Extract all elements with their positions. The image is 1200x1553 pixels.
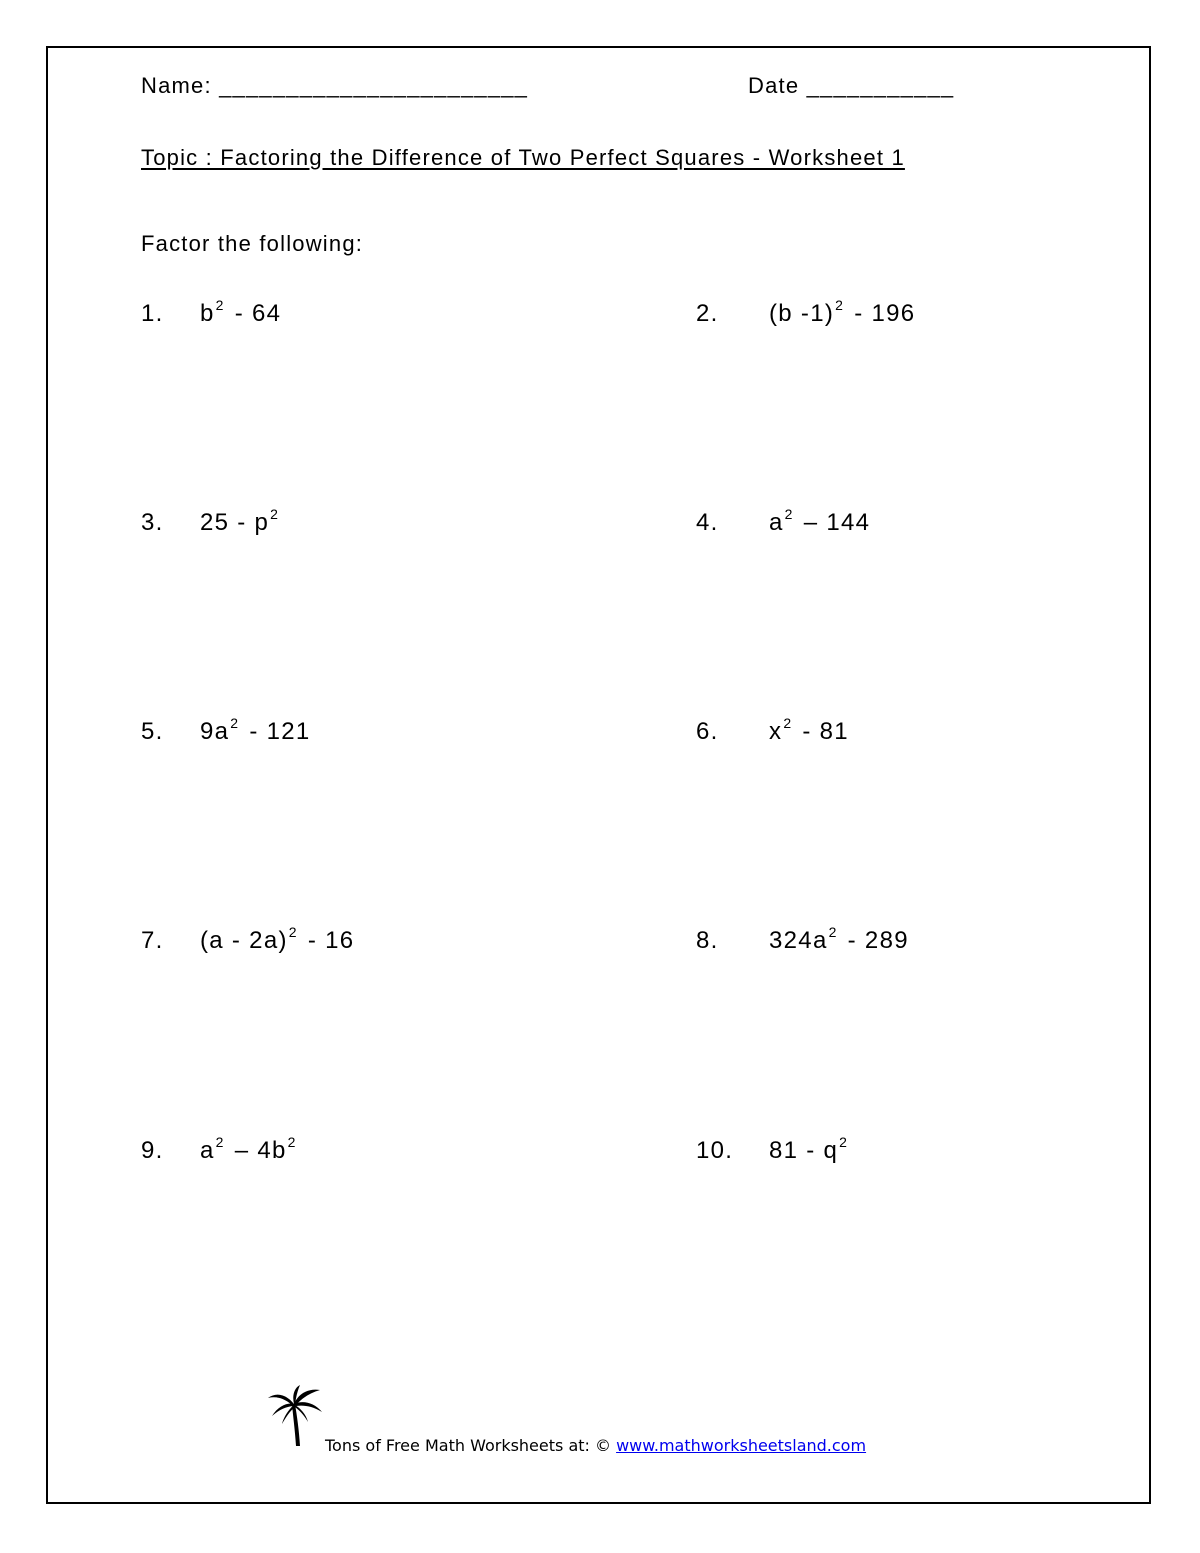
- expression-term: - 196: [846, 300, 916, 327]
- problem-number: 5.: [141, 718, 164, 745]
- worksheet-topic: Topic : Factoring the Difference of Two Perfect Squares - Worksheet 1: [141, 145, 905, 170]
- expression-term: (a - 2a): [200, 927, 288, 954]
- exponent: 2: [215, 297, 225, 313]
- problem-expression: [769, 297, 916, 327]
- expression-term: - 289: [839, 927, 909, 954]
- expression-term: – 4b: [226, 1137, 287, 1164]
- expression-term: - 64: [226, 300, 282, 327]
- expression-term: a: [769, 509, 784, 536]
- expression-term: 81 - q: [769, 1137, 839, 1164]
- problem-expression: [200, 297, 282, 327]
- page-border: [46, 46, 1151, 1504]
- problem-number: 4.: [696, 509, 719, 536]
- problem-number: 3.: [141, 509, 164, 536]
- problem-expression: [200, 715, 311, 745]
- footer-caption: Tons of Free Math Worksheets at: ©: [325, 1436, 617, 1455]
- expression-term: b: [200, 300, 215, 327]
- exponent: 2: [828, 924, 838, 940]
- problem-number: 8.: [696, 927, 719, 954]
- exponent: 2: [784, 506, 794, 522]
- problem-expression: [200, 1134, 299, 1164]
- exponent: 2: [270, 506, 280, 522]
- expression-term: 25 - p: [200, 509, 270, 536]
- exponent: 2: [835, 297, 845, 313]
- expression-term: 9a: [200, 718, 230, 745]
- problem-expression: [200, 506, 281, 536]
- expression-term: - 16: [299, 927, 355, 954]
- expression-term: a: [200, 1137, 215, 1164]
- footer: [262, 1384, 962, 1454]
- footer-text: [325, 1436, 866, 1455]
- exponent: 2: [215, 1134, 225, 1150]
- problem-expression: [769, 924, 909, 954]
- expression-term: x: [769, 718, 783, 745]
- problem-number: 7.: [141, 927, 164, 954]
- expression-term: - 121: [241, 718, 311, 745]
- problem-number: 1.: [141, 300, 164, 327]
- problem-number: 2.: [696, 300, 719, 327]
- exponent: 2: [783, 715, 793, 731]
- exponent: 2: [230, 715, 240, 731]
- expression-term: (b -1): [769, 300, 835, 327]
- exponent: 2: [839, 1134, 849, 1150]
- expression-term: - 81: [794, 718, 849, 745]
- exponent: 2: [287, 1134, 297, 1150]
- problem-expression: [769, 715, 849, 745]
- instruction-text: Factor the following:: [141, 231, 364, 256]
- problem-number: 9.: [141, 1137, 164, 1164]
- problem-number: 10.: [696, 1137, 734, 1164]
- name-field-label: Name: _______________________: [141, 73, 529, 98]
- date-field-label: Date ___________: [748, 73, 955, 98]
- expression-term: – 144: [795, 509, 871, 536]
- problem-number: 6.: [696, 718, 719, 745]
- palm-tree-icon: [262, 1384, 326, 1450]
- problem-expression: [200, 924, 355, 954]
- exponent: 2: [288, 924, 298, 940]
- problem-expression: [769, 1134, 850, 1164]
- problem-expression: [769, 506, 871, 536]
- website-link[interactable]: www.mathworksheetsland.com: [616, 1436, 867, 1455]
- expression-term: 324a: [769, 927, 828, 954]
